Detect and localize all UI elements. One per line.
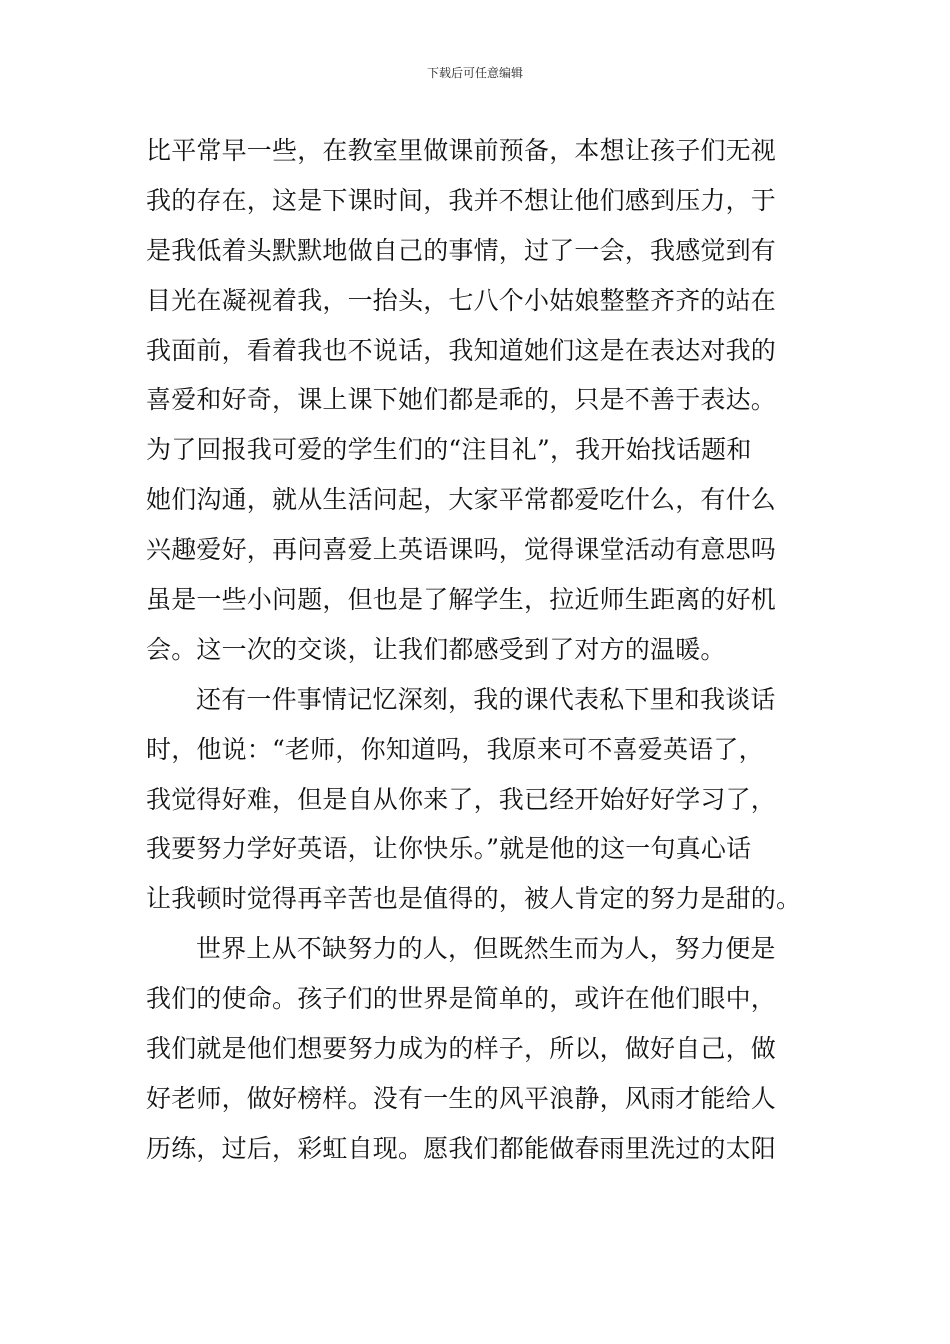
document-body bbox=[146, 126, 826, 1174]
paragraph-first-line: 世界上从不缺努力的人，但既然生而为人，努力便是 bbox=[196, 934, 776, 964]
body-line: 会。这一次的交谈，让我们都感受到了对方的温暖。 bbox=[146, 634, 726, 664]
body-line: 我的存在，这是下课时间，我并不想让他们感到压力，于 bbox=[146, 185, 777, 215]
page-header: 下载后可任意编辑 bbox=[426, 66, 523, 80]
body-line: 我要努力学好英语，让你快乐。”就是他的这一句真心话 bbox=[146, 834, 752, 864]
body-line: 历练，过后，彩虹自现。愿我们都能做春雨里洗过的太阳 bbox=[146, 1133, 777, 1163]
body-line: 喜爱和好奇，课上课下她们都是乖的，只是不善于表达。 bbox=[146, 385, 777, 415]
body-line: 我们的使命。孩子们的世界是简单的，或许在他们眼中， bbox=[146, 984, 777, 1014]
body-line: 好老师，做好榜样。没有一生的风平浪静，风雨才能给人 bbox=[146, 1083, 777, 1113]
body-line: 比平常早一些，在教室里做课前预备，本想让孩子们无视 bbox=[146, 136, 777, 165]
body-line: 我面前，看着我也不说话，我知道她们这是在表达对我的 bbox=[146, 335, 777, 365]
body-line: 我们就是他们想要努力成为的样子，所以，做好自己，做 bbox=[146, 1034, 777, 1064]
body-line: 她们沟通，就从生活问起，大家平常都爱吃什么，有什么 bbox=[146, 485, 777, 515]
body-line: 时，他说：“老师，你知道吗，我原来可不喜爱英语了， bbox=[146, 734, 764, 764]
body-line: 我觉得好难，但是自从你来了，我已经开始好好学习了， bbox=[146, 784, 777, 814]
body-line: 为了回报我可爱的学生们的“注目礼”，我开始找话题和 bbox=[146, 435, 752, 465]
body-line: 兴趣爱好，再问喜爱上英语课吗，觉得课堂活动有意思吗 bbox=[146, 535, 777, 565]
body-line: 让我顿时觉得再辛苦也是值得的，被人肯定的努力是甜的。 bbox=[146, 884, 802, 914]
body-line: 目光在凝视着我，一抬头，七八个小姑娘整整齐齐的站在 bbox=[146, 285, 777, 315]
body-line: 虽是一些小问题，但也是了解学生，拉近师生距离的好机 bbox=[146, 585, 777, 615]
paragraph-first-line: 还有一件事情记忆深刻，我的课代表私下里和我谈话 bbox=[196, 684, 776, 714]
body-line: 是我低着头默默地做自己的事情，过了一会，我感觉到有 bbox=[146, 235, 777, 265]
